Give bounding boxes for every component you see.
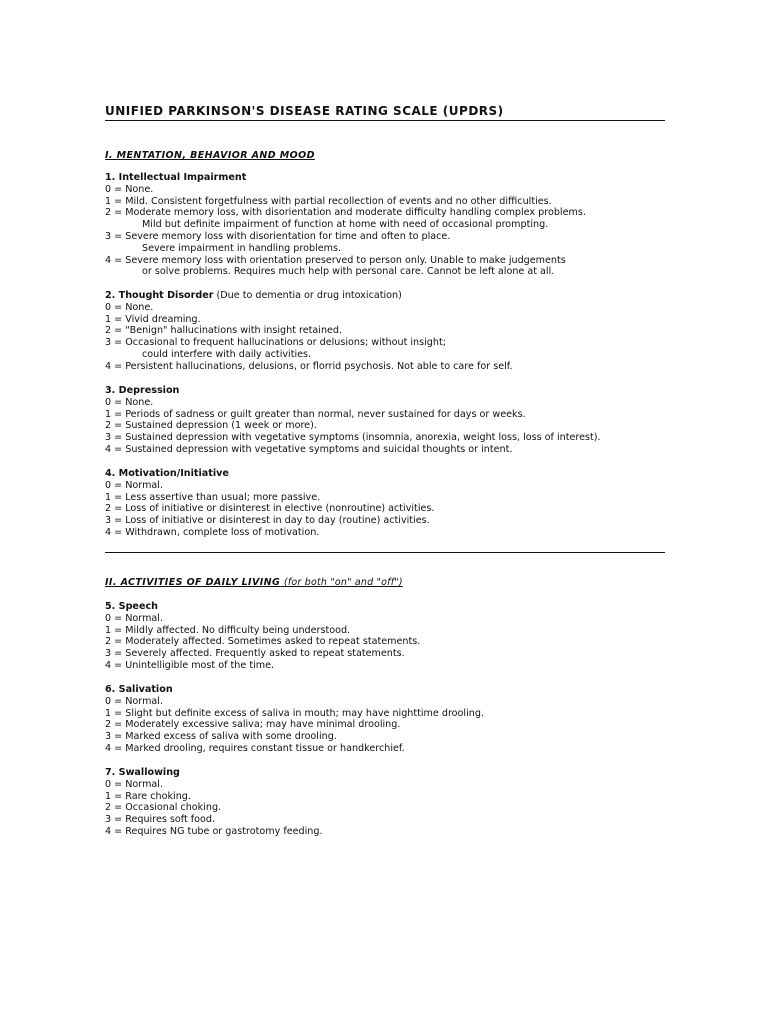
option-line: 1 = Periods of sadness or guilt greater than normal, never sustained for days or weeks. [105,408,526,420]
option-line: 2 = Moderate memory loss, with disorientation and moderate difficulty handling complex problems. [105,207,586,219]
item-swallowing [105,767,665,838]
option-line: 1 = Slight but definite excess of saliva in mouth; may have nighttime drooling. [105,707,484,719]
option-line: 4 = Requires NG tube or gastrotomy feeding. [105,825,323,837]
option-line: 4 = Marked drooling, requires constant tissue or handkerchief. [105,742,405,754]
option-line: 4 = Unintelligible most of the time. [105,659,275,671]
title-divider [105,120,665,121]
item-title: 7. Swallowing [105,767,180,778]
option-continuation: Mild but definite impairment of function at home with need of occasional prompting. [142,219,549,231]
section-heading-daily-living [105,577,403,588]
section-heading-text: I. MENTATION, BEHAVIOR AND MOOD [105,150,315,161]
option-line: 2 = Loss of initiative or disinterest in elective (nonroutine) activities. [105,503,435,515]
option-line: 0 = Normal. [105,612,164,624]
section-divider [105,552,665,553]
option-line: 3 = Requires soft food. [105,814,216,826]
option-line: 2 = "Benign" hallucinations with insight retained. [105,325,343,337]
item-depression [105,385,665,456]
item-salivation [105,684,665,755]
option-line: 1 = Rare choking. [105,790,191,802]
section-heading-mentation [105,150,315,161]
item-title: 4. Motivation/Initiative [105,468,229,479]
item-thought-disorder [105,290,665,373]
option-line: 0 = None. [105,396,154,408]
option-line: 3 = Sustained depression with vegetative symptoms (insomnia, anorexia, weight loss, loss of interest). [105,432,601,444]
section-heading-note: (for both "on" and "off") [283,577,403,588]
option-line: 2 = Moderately affected. Sometimes asked to repeat statements. [105,636,421,648]
item-title: 1. Intellectual Impairment [105,172,247,183]
option-line: 1 = Mild. Consistent forgetfulness with partial recollection of events and no other difficulties. [105,195,552,207]
option-continuation: or solve problems. Requires much help with personal care. Cannot be left alone at all. [142,266,555,278]
option-line: 2 = Moderately excessive saliva; may have minimal drooling. [105,719,401,731]
option-line: 3 = Marked excess of saliva with some drooling. [105,731,337,743]
option-line: 4 = Severe memory loss with orientation preserved to person only. Unable to make judgements [105,254,566,266]
option-line: 0 = Normal. [105,778,164,790]
option-line: 3 = Occasional to frequent hallucinations or delusions; without insight; [105,337,446,349]
option-line: 3 = Loss of initiative or disinterest in day to day (routine) activities. [105,515,430,527]
item-title: 6. Salivation [105,684,173,695]
option-line: 1 = Vivid dreaming. [105,313,201,325]
option-line: 0 = None. [105,183,154,195]
section-heading-text: II. ACTIVITIES OF DAILY LIVING [105,577,281,588]
option-line: 4 = Sustained depression with vegetative symptoms and suicidal thoughts or intent. [105,443,513,455]
option-line: 2 = Sustained depression (1 week or more). [105,420,317,432]
item-title: 3. Depression [105,385,180,396]
item-title: 5. Speech [105,601,158,612]
document-title: UNIFIED PARKINSON'S DISEASE RATING SCALE (UPDRS) [105,104,504,118]
option-continuation: Severe impairment in handling problems. [142,242,342,254]
item-title-note: (Due to dementia or drug intoxication) [216,290,402,301]
option-line: 0 = Normal. [105,479,164,491]
option-line: 1 = Mildly affected. No difficulty being understood. [105,624,351,636]
option-line: 1 = Less assertive than usual; more passive. [105,491,321,503]
option-line: 4 = Persistent hallucinations, delusions, or florrid psychosis. Not able to care for self. [105,360,513,372]
option-line: 4 = Withdrawn, complete loss of motivation. [105,526,320,538]
option-line: 2 = Occasional choking. [105,802,222,814]
item-intellectual-impairment [105,172,665,278]
option-line: 3 = Severe memory loss with disorientation for time and often to place. [105,230,451,242]
option-line: 0 = None. [105,301,154,313]
option-continuation: could interfere with daily activities. [142,348,312,360]
option-line: 0 = Normal. [105,695,164,707]
item-title: 2. Thought Disorder [105,290,214,301]
option-line: 3 = Severely affected. Frequently asked to repeat statements. [105,648,405,660]
item-speech [105,601,665,672]
item-motivation-initiative [105,468,665,539]
